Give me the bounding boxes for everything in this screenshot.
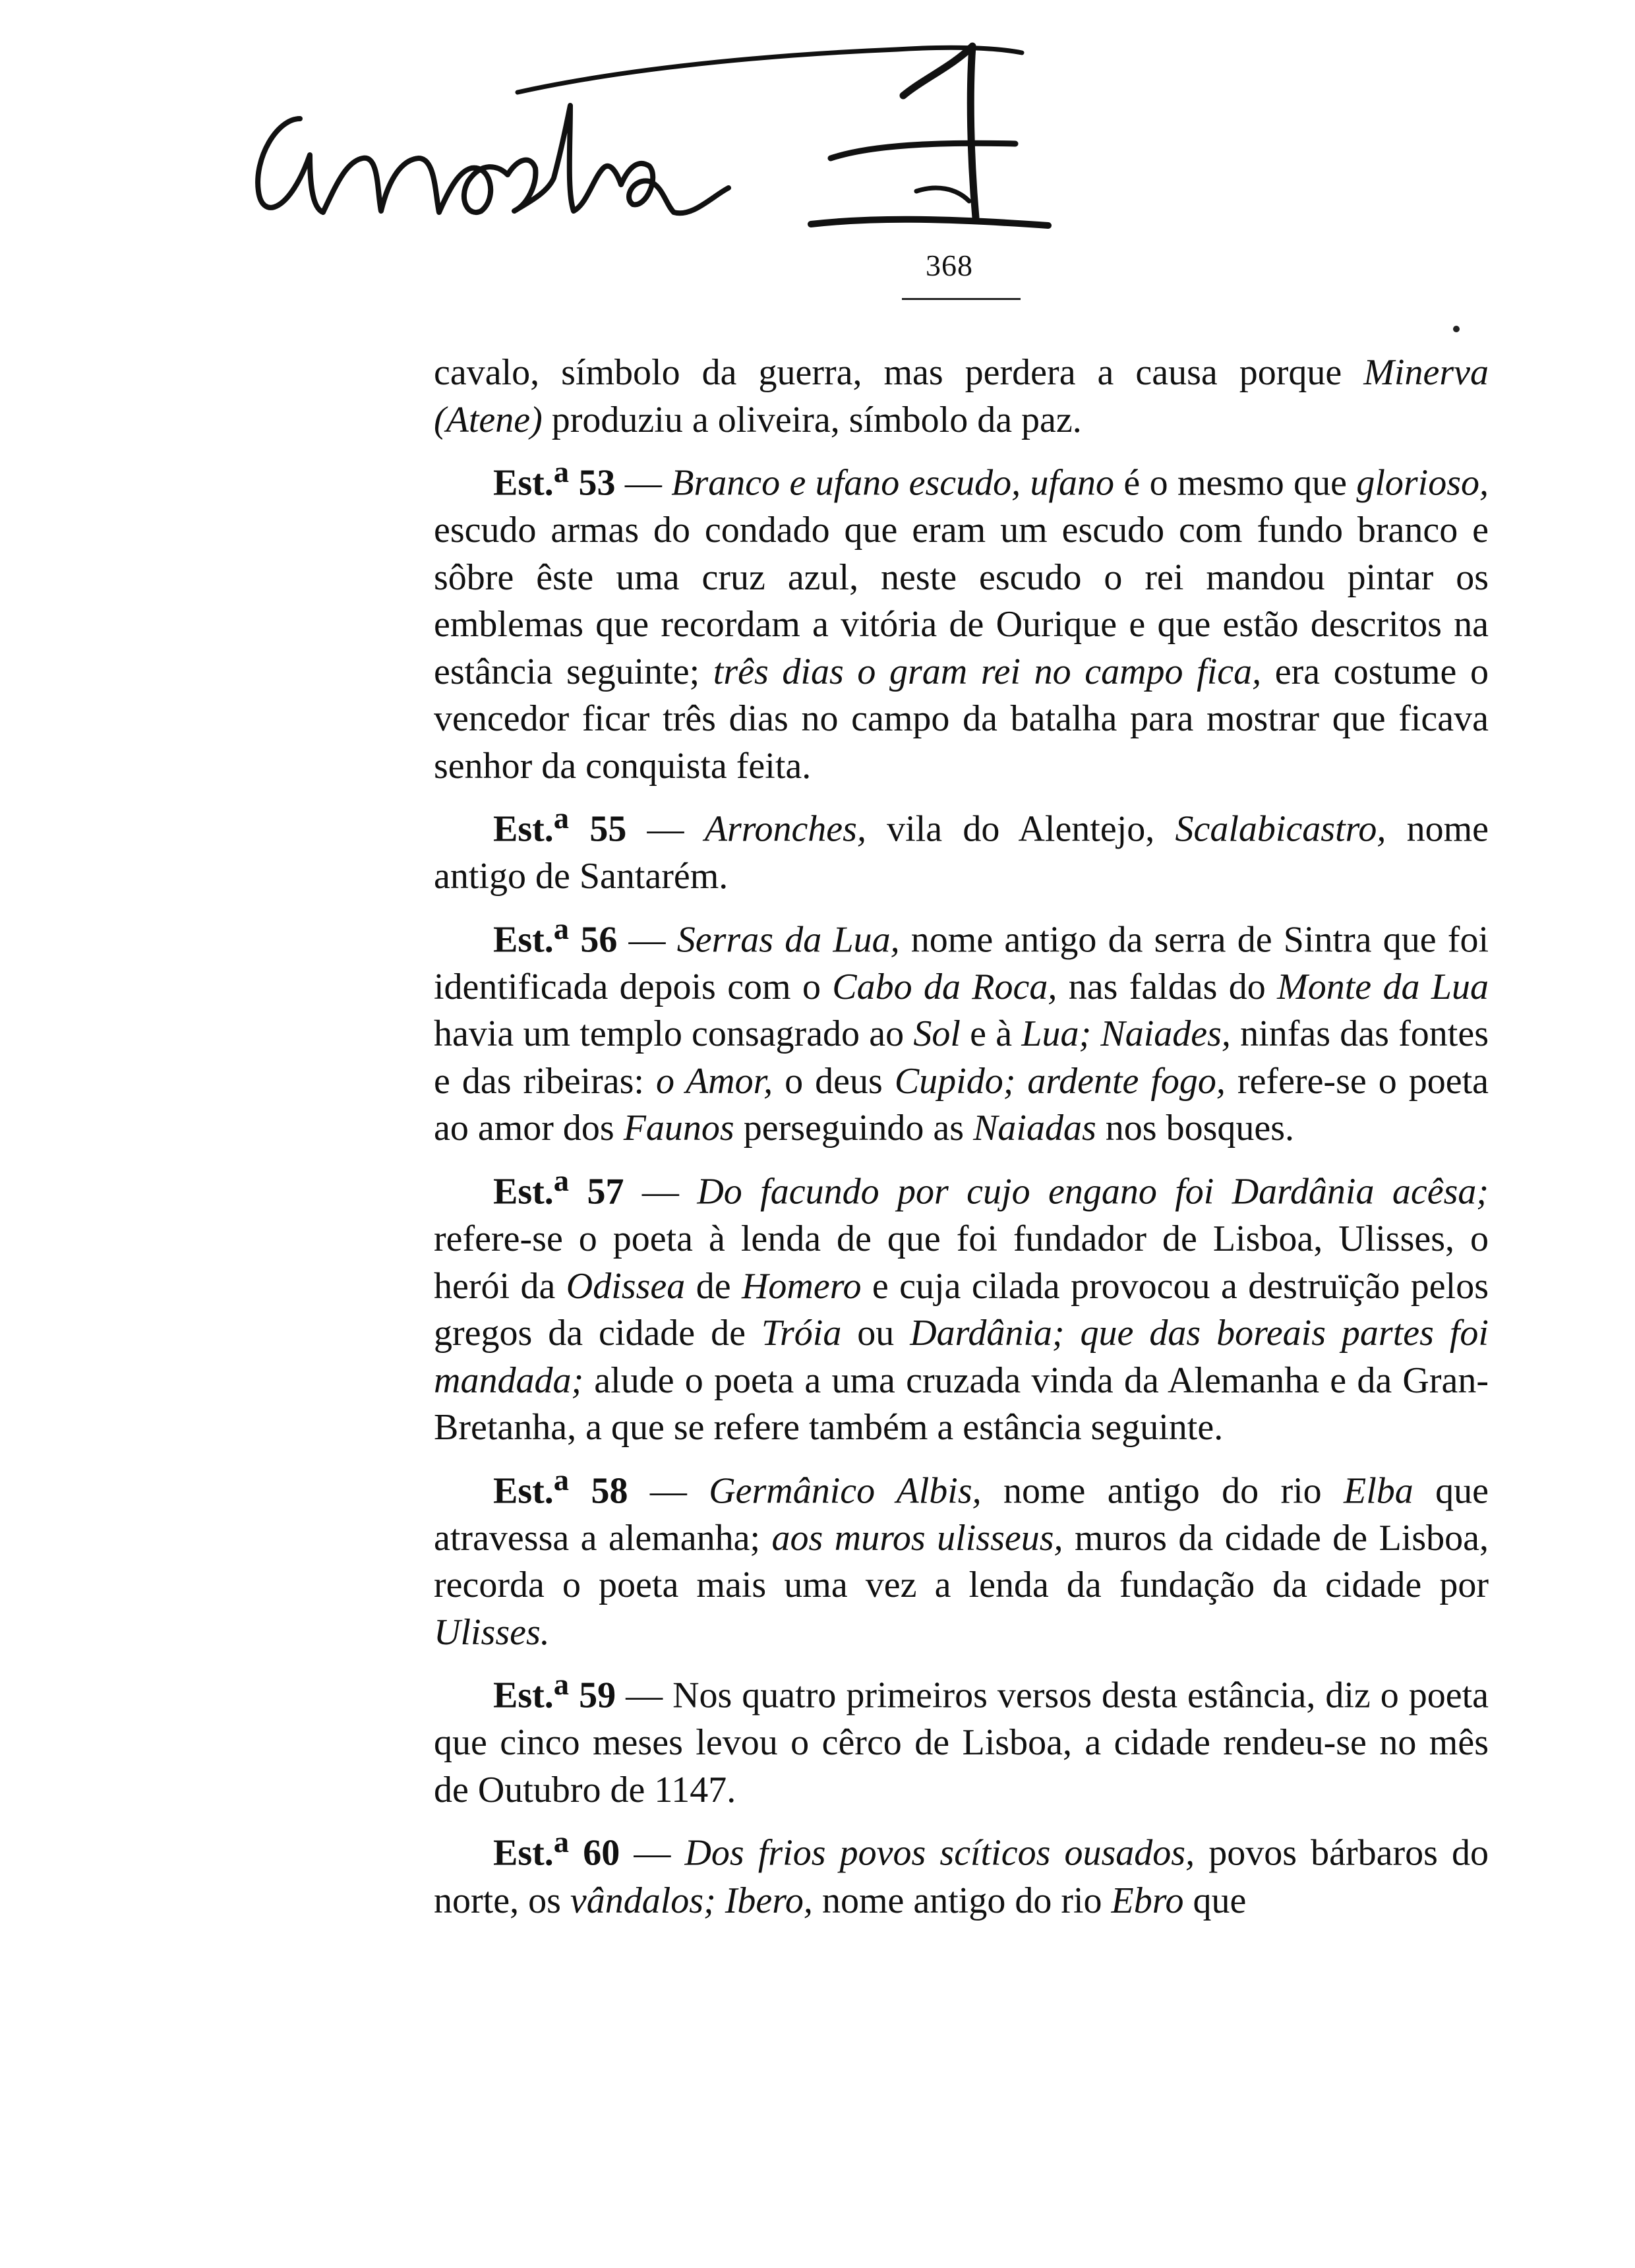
- stanza-label: 58: [569, 1470, 628, 1512]
- stanza-label: Est.: [493, 808, 554, 850]
- text-run: —: [624, 1171, 698, 1212]
- text-run: nome antigo do rio: [812, 1880, 1112, 1921]
- italic-term: Dardânia; que das boreais partes foi mandada;: [434, 1313, 1489, 1401]
- italic-term: Tróia: [761, 1313, 842, 1354]
- text-run: é o mesmo que: [1114, 462, 1357, 504]
- text-run: alude o poeta a uma cruzada vinda da Alemanha e da Gran-Bretanha, a que se refere também a estância seguinte.: [434, 1359, 1489, 1448]
- italic-term: glorioso,: [1356, 462, 1489, 504]
- stanza-label: Est.: [493, 1675, 554, 1716]
- text-run: ou: [841, 1313, 910, 1354]
- italic-term: Minerva (Atene): [434, 352, 1489, 440]
- text-run: era costume o vencedor ficar três dias no campo da batalha para mostrar que ficava senhor da conquista feita.: [434, 651, 1489, 787]
- italic-term: vândalos; Ibero,: [570, 1880, 813, 1921]
- italic-term: Germânico Albis,: [709, 1470, 982, 1512]
- stanza-label: 59: [569, 1675, 616, 1716]
- italic-term: Do facundo por cujo engano foi Dardânia acêsa;: [697, 1171, 1489, 1212]
- stanza-label-superscript: a: [553, 455, 570, 489]
- italic-term: três dias o gram rei no campo fica,: [713, 651, 1262, 692]
- text-run: que: [1183, 1880, 1247, 1921]
- text-run: nome antigo de Santarém.: [434, 808, 1489, 897]
- italic-term: aos muros ulisseus,: [771, 1517, 1063, 1559]
- text-run: —: [620, 1833, 685, 1874]
- stanza-label-superscript: a: [553, 911, 570, 946]
- italic-term: Branco e ufano escudo, ufano: [671, 462, 1115, 504]
- text-run: — Nos quatro primeiros versos desta estância, diz o poeta que cinco meses levou o cêrco de Lisboa, a cidade rendeu-se no mês de Outubro de 1147.: [434, 1675, 1489, 1810]
- text-run: o deus: [773, 1060, 895, 1102]
- italic-term: Sol: [913, 1013, 961, 1055]
- italic-term: Serras da Lua,: [676, 919, 900, 961]
- stanza-note-paragraph: [434, 1819, 1489, 1925]
- text-run: e cuja cilada provocou a destruïção pelos gregos da cidade de: [434, 1265, 1489, 1354]
- text-run: havia um templo consagrado ao: [434, 1013, 914, 1055]
- handwritten-signature: [237, 20, 1147, 251]
- text-run: nome antigo do rio: [981, 1470, 1344, 1512]
- stanza-label: 57: [569, 1171, 624, 1212]
- text-run: vila do Alentejo,: [866, 808, 1175, 850]
- text-run: produziu a oliveira, símbolo da paz.: [542, 399, 1082, 440]
- italic-term: Lua; Naiades,: [1021, 1013, 1231, 1055]
- print-speck: [1453, 326, 1460, 332]
- text-run: que atravessa a alemanha;: [434, 1470, 1489, 1559]
- stanza-note-paragraph: [434, 795, 1489, 901]
- italic-term: Elba: [1344, 1470, 1413, 1512]
- stanza-label: 55: [569, 808, 627, 850]
- italic-term: Odissea: [566, 1265, 686, 1307]
- text-run: perseguindo as: [734, 1108, 974, 1149]
- italic-term: Faunos: [623, 1108, 734, 1149]
- text-run: nos bosques.: [1096, 1108, 1295, 1149]
- text-run: refere-se o poeta à lenda de que foi fundador de Lisboa, Ulisses, o herói da: [434, 1218, 1489, 1307]
- stanza-label: 53: [569, 462, 616, 504]
- text-run: ninfas das fontes e das ribeiras:: [434, 1013, 1489, 1102]
- text-run: —: [615, 462, 672, 504]
- text-run: —: [628, 1470, 709, 1512]
- stanza-label-superscript: a: [553, 1462, 570, 1497]
- text-run: nas faldas do: [1057, 966, 1278, 1007]
- text-run: cavalo, símbolo da guerra, mas perdera a causa porque: [434, 352, 1364, 393]
- italic-term: Naiadas: [973, 1108, 1096, 1149]
- italic-term: Monte da Lua: [1277, 966, 1489, 1007]
- text-run: muros da cidade de Lisboa, recorda o poeta mais uma vez a lenda da fundação da cidade por: [434, 1517, 1489, 1606]
- stanza-label-superscript: a: [553, 1667, 570, 1702]
- italic-term: Cupido; ardente fogo,: [894, 1060, 1226, 1102]
- italic-term: Arronches,: [704, 808, 866, 850]
- stanza-label: Est.: [493, 919, 554, 961]
- text-run: refere-se o poeta ao amor dos: [434, 1060, 1489, 1149]
- text-run: escudo armas do condado que eram um escudo com fundo branco e sôbre êste uma cruz azul, neste escudo o rei mandou pintar os emblemas que recordam a vitória de Ourique e que estão descritos na estância seguinte;: [434, 510, 1489, 692]
- continuation-paragraph: [434, 349, 1489, 444]
- stanza-note-paragraph: [434, 1661, 1489, 1814]
- stanza-note-paragraph: [434, 906, 1489, 1152]
- text-run: nome antigo da serra de Sintra que foi identificada depois com o: [434, 919, 1489, 1007]
- stanza-note-paragraph: [434, 1158, 1489, 1452]
- stanza-label: Est.: [493, 1833, 554, 1874]
- italic-term: Cabo da Roca,: [832, 966, 1057, 1007]
- text-run: de: [685, 1265, 742, 1307]
- text-run: e à: [960, 1013, 1022, 1055]
- stanza-note-paragraph: [434, 449, 1489, 790]
- italic-term: Ulisses.: [434, 1611, 550, 1653]
- text-run: —: [617, 919, 677, 961]
- stanza-label: 60: [569, 1833, 620, 1874]
- stanza-label: Est.: [493, 1470, 554, 1512]
- stanza-note-paragraph: [434, 1457, 1489, 1657]
- italic-term: o Amor,: [655, 1060, 773, 1102]
- text-run: povos bárbaros do norte, os: [434, 1833, 1489, 1921]
- italic-term: Ebro: [1111, 1880, 1184, 1921]
- page-number: 368: [926, 249, 973, 282]
- italic-term: Scalabicastro,: [1175, 808, 1386, 850]
- italic-term: Homero: [741, 1265, 862, 1307]
- text-body: [434, 349, 1489, 1930]
- italic-term: Dos frios povos scíticos ousados,: [684, 1833, 1195, 1874]
- stanza-label: 56: [569, 919, 618, 961]
- text-run: —: [626, 808, 705, 850]
- stanza-label-superscript: a: [553, 1825, 570, 1860]
- stanza-label-superscript: a: [553, 1163, 570, 1198]
- stanza-label-superscript: a: [553, 801, 570, 836]
- stanza-label: Est.: [493, 462, 554, 504]
- stanza-label: Est.: [493, 1171, 554, 1212]
- page-number-rule: [902, 298, 1021, 300]
